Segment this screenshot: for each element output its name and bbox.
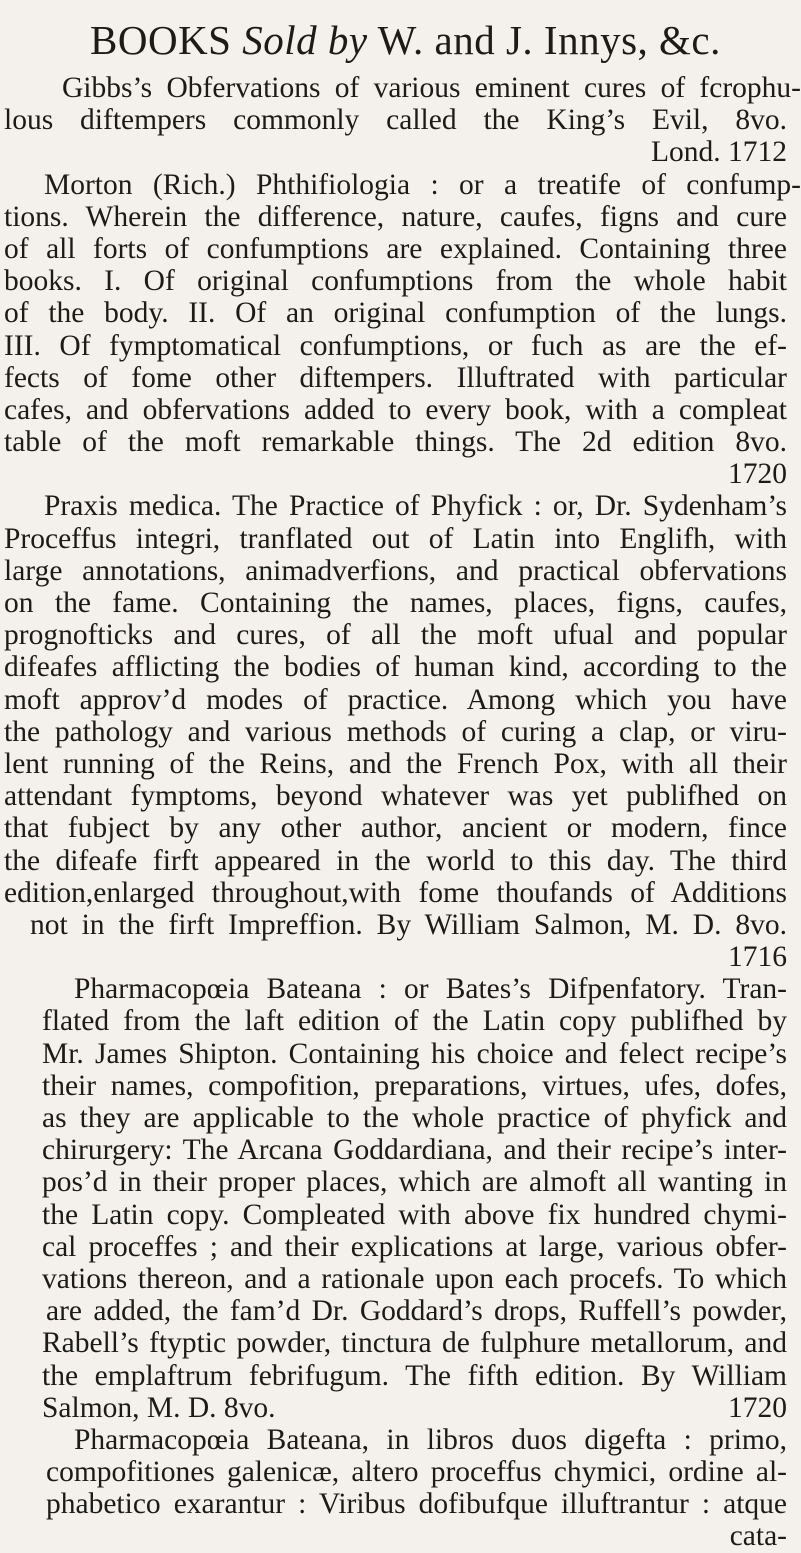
text-line: compofitiones galenicæ, altero proceffus chymici, ordine al- bbox=[46, 1456, 787, 1489]
text-line: Pharmacopœia Bateana : or Bates’s Difpenfatory. Tran- bbox=[74, 973, 787, 1006]
text-line: prognofticks and cures, of all the moft ufual and popular bbox=[4, 619, 787, 652]
text-line: Salmon, M. D. 8vo. bbox=[42, 1391, 276, 1424]
text-line: table of the moft remarkable things. The 2d edition 8vo. bbox=[4, 426, 787, 459]
text-line: that fubject by any other author, ancient or modern, fince bbox=[4, 812, 787, 845]
book-list-text bbox=[0, 72, 801, 1553]
text-line: moft approv’d modes of practice. Among which you have bbox=[4, 683, 787, 716]
text-line: the emplaftrum febrifugum. The fifth edition. By William bbox=[42, 1359, 787, 1392]
text-line: edition,enlarged throughout,with fome thoufands of Additions bbox=[4, 876, 787, 909]
text-line: on the fame. Containing the names, places, figns, caufes, bbox=[4, 587, 787, 619]
text-line: of the body. II. Of an original confumption of the lungs. bbox=[4, 297, 787, 330]
text-line: cafes, and obfervations added to every book, with a compleat bbox=[4, 393, 787, 426]
text-line: phabetico exarantur : Viribus dofibufque illuftrantur : atque bbox=[46, 1488, 787, 1521]
text-line: of all forts of confumptions are explained. Containing three bbox=[4, 232, 787, 265]
text-line: the pathology and various methods of curing a clap, or viru- bbox=[4, 715, 787, 748]
header-publisher: W. and J. Innys, &c. bbox=[377, 17, 721, 63]
text-line: cal proceffes ; and their explications at large, various obfer- bbox=[42, 1230, 787, 1263]
text-line: books. I. Of original confumptions from the whole habit bbox=[4, 265, 787, 298]
text-line: Morton (Rich.) Phthifiologia : or a treatife of confump- bbox=[44, 168, 801, 201]
text-line: III. Of fymptomatical confumptions, or fuch as are the ef- bbox=[4, 329, 787, 362]
text-line: attendant fymptoms, beyond whatever was yet publifhed on bbox=[4, 780, 787, 813]
text-line: vations thereon, and a rationale upon each procefs. To which bbox=[42, 1262, 787, 1295]
header-sold-by: Sold by bbox=[242, 17, 368, 63]
text-line: Lond. 1712 bbox=[650, 136, 787, 169]
text-line: tions. Wherein the difference, nature, caufes, figns and cure bbox=[4, 200, 787, 233]
text-line: lous diftempers commonly called the King’s Evil, 8vo. bbox=[4, 104, 787, 137]
text-line: Gibbs’s Obfervations of various eminent cures of fcrophu- bbox=[62, 72, 801, 104]
text-line: difeafes afflicting the bodies of human kind, according to the bbox=[4, 651, 787, 684]
text-line: 1720 bbox=[728, 1391, 787, 1424]
text-line: fects of fome other diftempers. Illuftrated with particular bbox=[4, 361, 787, 394]
text-line: chirurgery: The Arcana Goddardiana, and their recipe’s inter- bbox=[42, 1134, 787, 1167]
page-header bbox=[90, 14, 790, 66]
text-line: large annotations, animadverfions, and practical obfervations bbox=[4, 554, 787, 587]
text-line: flated from the laft edition of the Latin copy publifhed by bbox=[42, 1005, 787, 1038]
text-line: lent running of the Reins, and the French Pox, with all their bbox=[4, 747, 787, 780]
text-line: are added, the fam’d Dr. Goddard’s drops, Ruffell’s powder, bbox=[46, 1295, 787, 1328]
text-line: Pharmacopœia Bateana, in libros duos digefta : primo, bbox=[74, 1423, 787, 1456]
text-line: 1716 bbox=[728, 941, 787, 974]
text-line: the difeafe firft appeared in the world to this day. The third bbox=[4, 844, 787, 877]
text-line: Praxis medica. The Practice of Phyfick : or, Dr. Sydenham’s bbox=[44, 490, 787, 523]
text-line: Proceffus integri, tranflated out of Latin into Englifh, with bbox=[4, 522, 787, 555]
text-line: Mr. James Shipton. Containing his choice and felect recipe’s bbox=[42, 1037, 787, 1070]
text-line: Rabell’s ftyptic powder, tinctura de fulphure metallorum, and bbox=[42, 1327, 787, 1360]
text-line: the Latin copy. Compleated with above fix hundred chymi- bbox=[42, 1198, 787, 1231]
header-books: BOOKS bbox=[90, 17, 232, 63]
text-line: 1720 bbox=[728, 458, 787, 491]
text-line: as they are applicable to the whole practice of phyfick and bbox=[42, 1102, 787, 1134]
text-line: pos’d in their proper places, which are almoft all wanting in bbox=[42, 1166, 787, 1199]
text-line: their names, compofition, preparations, virtues, ufes, dofes, bbox=[42, 1069, 787, 1102]
text-line: cata- bbox=[729, 1520, 787, 1553]
text-line: not in the firft Impreffion. By William Salmon, M. D. 8vo. bbox=[30, 908, 787, 941]
